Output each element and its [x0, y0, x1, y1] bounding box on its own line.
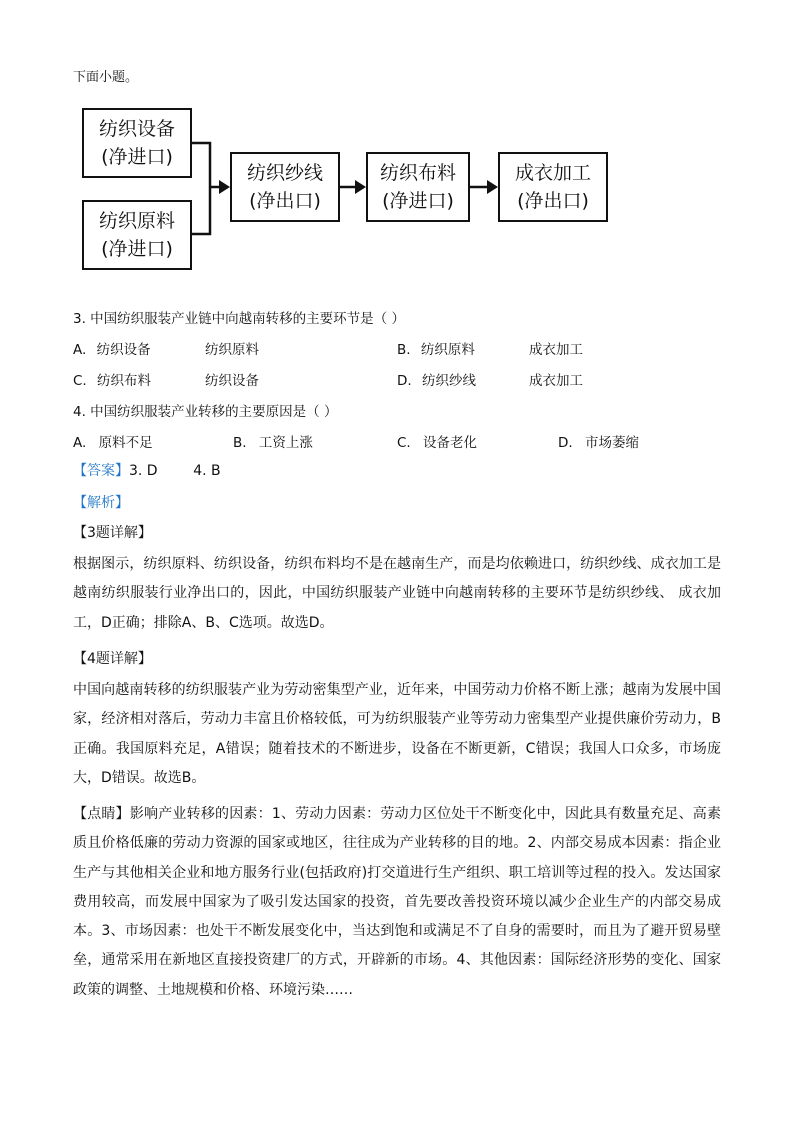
q4-option-d — [558, 431, 639, 451]
option-label: B. — [397, 342, 411, 358]
box-status: (净出口) — [249, 190, 321, 212]
q3-option-b-second: 成衣加工 — [529, 342, 583, 358]
option-label: D. — [397, 373, 412, 389]
box-name: 纺织纱线 — [246, 162, 323, 184]
bracket-line — [191, 143, 210, 234]
tip-text: 影响产业转移的因素：1、劳动力因素：劳动力区位处干不断变化中，因此具有数量充足、高素质且价格低廉的劳动力资源的国家或地区，往往成为产业转移的目的地。2、内部交易成本因素：指企业生产与其他相关企业和地方服务行业(包括政府)打交道进行生产组织、职工培训等过程的投入。发达国家费用较高，而发展中国家为了吸引发达国家的投资，首先要改善投资环境以减少企业生产的内部交易成本。3、市场因素：也处干不断发展变化中，当达到饱和或满足不了自身的需要时，而且为了避开贸易壁垒，通常采用在新地区直接投资建厂的方式，开辟新的市场。4、其他因素：国际经济形势的变化、国家政策的调整、土地规模和价格、环境污染…… — [73, 806, 722, 998]
q3-option-d-second: 成衣加工 — [529, 373, 583, 389]
q3-option-a — [73, 338, 151, 358]
option-text: 工资上涨 — [258, 435, 313, 451]
tip-paragraph — [73, 800, 721, 1005]
q4-option-c — [397, 431, 477, 451]
box-textile-equipment — [82, 108, 192, 178]
option-label: B. — [233, 435, 247, 451]
q3-option-c — [73, 369, 151, 389]
question-3-stem: 3. 中国纺织服装产业链中向越南转移的主要环节是（ ） — [73, 311, 405, 327]
box-name: 纺织原料 — [98, 210, 175, 232]
box-garment — [498, 152, 608, 222]
option-label: D. — [558, 435, 573, 451]
arrow-head-2 — [355, 180, 366, 194]
tip-tag: 【点睛】 — [73, 806, 130, 822]
box-status: (净进口) — [101, 238, 173, 260]
option-text: 纺织设备 — [96, 342, 151, 358]
arrow-head-3 — [487, 180, 498, 194]
option-text: 原料不足 — [98, 435, 153, 451]
option-label: A. — [73, 435, 87, 451]
q3-option-c-second: 纺织设备 — [205, 373, 259, 389]
option-label: C. — [397, 435, 411, 451]
option-text: 设备老化 — [423, 435, 478, 451]
box-textile-yarn — [230, 152, 340, 222]
box-name: 纺织设备 — [98, 118, 175, 140]
option-text: 纺织纱线 — [421, 373, 476, 389]
option-label: C. — [73, 373, 87, 389]
box-name: 纺织布料 — [379, 162, 456, 184]
detail-4-tag: 【4题详解】 — [73, 651, 152, 667]
detail-3-text: 根据图示，纺织原料、纺织设备，纺织布料均不是在越南生产，而是均依赖进口，纺织纱线、成衣加工是越南纺织服装行业净出口的，因此，中国纺织服装产业链中向越南转移的主要环节是纺织纱线、 成衣加工，D正确；排除A、B、C选项。故选D。 — [73, 556, 721, 631]
box-status: (净进口) — [382, 190, 454, 212]
detail-3-tag: 【3题详解】 — [73, 525, 152, 541]
industry-chain-diagram — [78, 100, 618, 280]
answer-tag: 【答案】 — [73, 463, 129, 479]
arrow-head-1 — [219, 180, 230, 194]
box-textile-raw — [82, 200, 192, 270]
box-textile-fabric — [366, 152, 470, 222]
option-text: 市场萎缩 — [584, 435, 639, 451]
answer-line — [73, 457, 221, 486]
box-status: (净出口) — [517, 190, 589, 212]
q4-option-b — [233, 431, 313, 451]
question-4-stem: 4. 中国纺织服装产业转移的主要原因是（ ） — [73, 404, 338, 420]
intro-text: 下面小题。 — [73, 70, 139, 85]
analysis-tag: 【解析】 — [73, 495, 129, 511]
q3-option-d — [397, 369, 476, 389]
detail-4-text: 中国向越南转移的纺织服装产业为劳动密集型产业，近年来，中国劳动力价格不断上涨；越南为发展中国家，经济相对落后，劳动力丰富且价格较低，可为纺织服装产业等劳动力密集型产业提供廉价劳动力，B正确。我国原料充足，A错误；随着技术的不断进步，设备在不断更新，C错误；我国人口众多，市场庞大，D错误。故选B。 — [73, 682, 721, 786]
answer-text: 3. D 4. B — [129, 463, 221, 479]
option-label: A. — [73, 342, 87, 358]
box-status: (净进口) — [101, 146, 173, 168]
option-text: 纺织原料 — [420, 342, 475, 358]
q3-option-b — [397, 338, 475, 358]
q4-option-a — [73, 431, 153, 451]
option-text: 纺织布料 — [97, 373, 152, 389]
box-name: 成衣加工 — [514, 162, 591, 184]
q3-option-a-second: 纺织原料 — [205, 342, 259, 358]
